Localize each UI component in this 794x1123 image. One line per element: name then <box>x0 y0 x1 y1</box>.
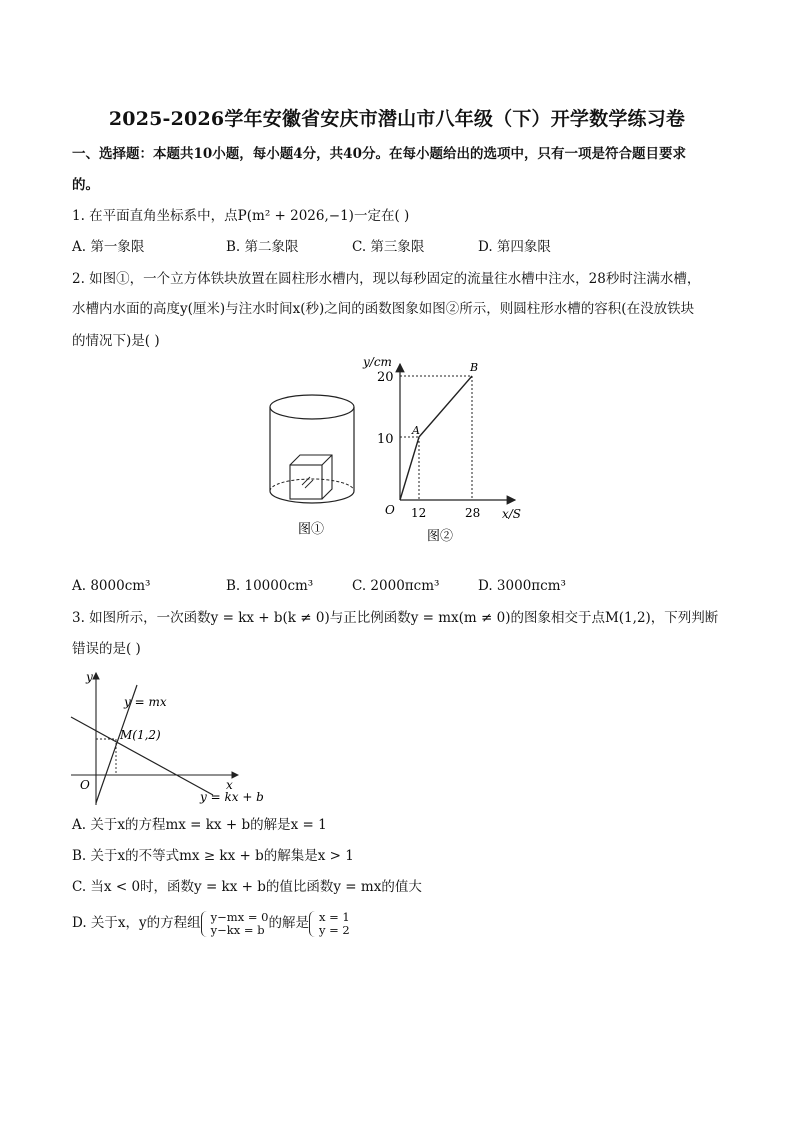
q1-option-a: A. 第一象限 <box>72 239 145 255</box>
label-y-kx-b: y = kx + b <box>200 790 264 804</box>
q3-option-d-prefix: D. 关于x，y的方程组 <box>72 915 201 931</box>
y-tick-10: 10 <box>377 432 394 447</box>
y-axis-label: y/cm <box>363 355 392 369</box>
q1-option-b: B. 第二象限 <box>226 239 299 255</box>
q3-option-d-system <box>201 911 269 937</box>
origin-label: O <box>80 778 90 792</box>
water-level-polyline <box>400 376 472 500</box>
page-title: 2025-2026学年安徽省安庆市潜山市八年级（下）开学数学练习卷 <box>108 108 686 130</box>
x-tick-12: 12 <box>411 506 427 520</box>
y-tick-20: 20 <box>377 370 394 385</box>
cylinder-bottom-front <box>270 491 354 503</box>
label-y-mx: y = mx <box>124 695 167 709</box>
q2-option-d: D. 3000πcm³ <box>478 578 566 594</box>
cylinder-top <box>270 395 354 419</box>
q3-stem-line1: 3. 如图所示，一次函数y = kx + b(k ≠ 0)与正比例函数y = mx(m ≠ 0)的图象相交于点M(1,2)，下列判断 <box>72 610 719 626</box>
q1-stem: 1. 在平面直角坐标系中，点P(m² + 2026,−1)一定在( ) <box>72 208 410 224</box>
q2-option-c: C. 2000πcm³ <box>352 578 440 594</box>
solution-x: x = 1 <box>318 909 350 924</box>
section-heading-line1: 一、选择题：本题共10小题，每小题4分，共40分。在每小题给出的选项中，只有一项是符合题目要求 <box>72 146 686 162</box>
fig1-caption: 图① <box>298 522 325 537</box>
point-m-label: M(1,2) <box>120 728 161 742</box>
origin-label: O <box>385 503 395 517</box>
q3-option-d <box>72 906 350 940</box>
q3-option-d-mid: 的解是 <box>268 915 309 931</box>
y-axis-label: y <box>86 670 93 684</box>
x-tick-28: 28 <box>465 506 481 520</box>
system-eq-1: y−mx = 0 <box>210 909 269 924</box>
x-axis-label: x/S <box>502 507 522 521</box>
q3-option-b: B. 关于x的不等式mx ≥ kx + b的解集是x > 1 <box>72 848 354 864</box>
q1-option-d: D. 第四象限 <box>478 239 551 255</box>
q3-option-d-solution <box>309 911 350 937</box>
x-axis-label: x <box>226 778 233 792</box>
figure-linear-functions <box>66 665 276 810</box>
section-heading-line2: 的。 <box>72 177 99 193</box>
figure-water-level-graph <box>355 350 535 545</box>
q1-option-c: C. 第三象限 <box>352 239 425 255</box>
fig2-caption: 图② <box>427 529 454 544</box>
q2-stem-line3: 的情况下)是( ) <box>72 333 160 349</box>
q2-option-b: B. 10000cm³ <box>226 578 314 594</box>
point-b-label: B <box>470 361 479 374</box>
cube-block <box>290 455 332 499</box>
q3-option-c: C. 当x < 0时，函数y = kx + b的值比函数y = mx的值大 <box>72 879 422 895</box>
q3-option-a: A. 关于x的方程mx = kx + b的解是x = 1 <box>72 817 327 833</box>
point-a-label: A <box>412 424 420 437</box>
q2-stem-line1: 2. 如图①，一个立方体铁块放置在圆柱形水槽内，现以每秒固定的流量往水槽中注水，28秒时注满水槽， <box>72 271 701 287</box>
solution-y: y = 2 <box>318 922 350 937</box>
q2-stem-line2: 水槽内水面的高度y(厘米)与注水时间x(秒)之间的函数图象如图②所示，则圆柱形水槽的容积(在没放铁块 <box>72 301 695 317</box>
system-eq-2: y−kx = b <box>210 922 265 937</box>
q3-stem-line2: 错误的是( ) <box>72 641 141 657</box>
q2-option-a: A. 8000cm³ <box>72 578 151 594</box>
figure-cylinder-tank <box>260 385 370 545</box>
